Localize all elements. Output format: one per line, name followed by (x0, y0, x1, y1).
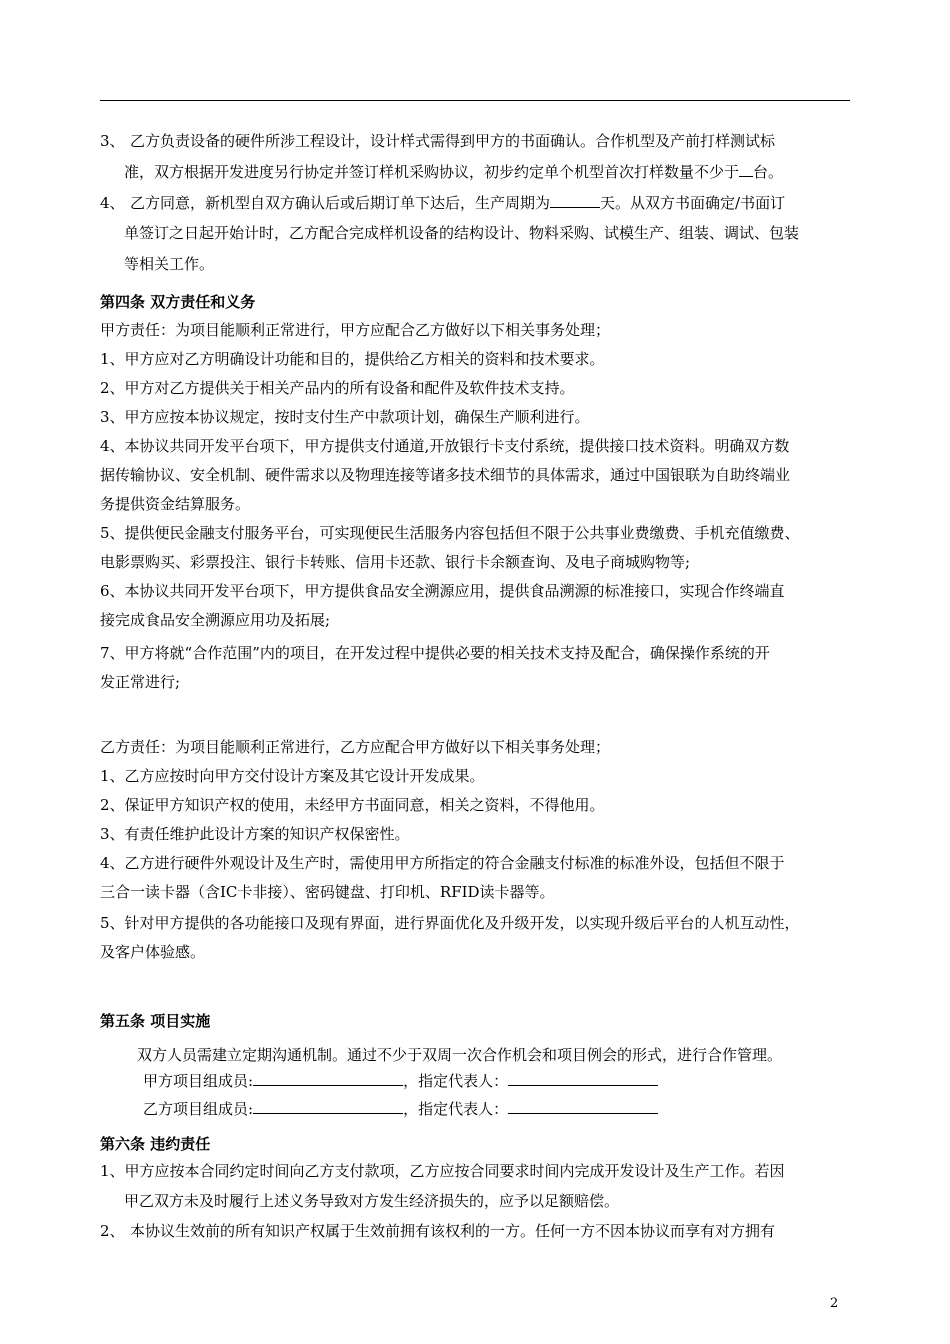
clause3-line2 (124, 162, 783, 182)
party-b-line-1: 1、乙方应按时向甲方交付设计方案及其它设计开发成果。 (100, 767, 485, 785)
party-b-line-7: 及客户体验感。 (100, 943, 206, 961)
clause4-line2: 单签订之日起开始计时，乙方配合完成样机设备的结构设计、物料采购、试模生产、组装、调试、包装 (124, 224, 800, 242)
clause3-text2b: 台。 (753, 163, 784, 181)
party-a-rep-blank (508, 1071, 658, 1086)
party-a-line-12: 发正常进行; (100, 673, 181, 691)
party-b-line-5: 三合一读卡器（含IC卡非接）、密码键盘、打印机、RFID读卡器等。 (100, 883, 555, 901)
party-a-line-4: 4、本协议共同开发平台项下，甲方提供支付通道,开放银行卡支付系统，提供接口技术资料。明确双方数 (100, 437, 790, 455)
party-b-members-blank (253, 1099, 403, 1114)
article6-number-2: 2、 (100, 1222, 125, 1240)
clause4-line3: 等相关工作。 (124, 255, 215, 273)
party-a-line-1: 1、甲方应对乙方明确设计功能和目的，提供给乙方相关的资料和技术要求。 (100, 350, 605, 368)
party-a-line-7: 5、提供便民金融支付服务平台，可实现便民生活服务内容包括但不限于公共事业费缴费、手机充值缴费、 (100, 524, 800, 542)
clause4-text1a: 乙方同意，新机型自双方确认后或后期订单下达后，生产周期为 (130, 194, 551, 212)
party-a-line-6: 务提供资金结算服务。 (100, 495, 251, 513)
party-a-members-label: 甲方项目组成员: (143, 1072, 254, 1090)
party-b-members-row (143, 1099, 658, 1119)
article5-body: 双方人员需建立定期沟通机制。通过不少于双周一次合作机会和项目例会的形式，进行合作管理。 (137, 1046, 783, 1064)
article5-heading: 第五条 项目实施 (100, 1012, 211, 1030)
party-b-intro: 乙方责任：为项目能顺利正常进行，乙方应配合甲方做好以下相关事务处理； (100, 738, 611, 756)
party-a-line-10: 接完成食品安全溯源应用功及拓展; (100, 611, 331, 629)
header-rule (100, 100, 850, 101)
clause3-text2a: 准，双方根据开发进度另行协定并签订样机采购协议，初步约定单个机型首次打样数量不少于 (124, 163, 740, 181)
article6-line-2: 甲乙双方未及时履行上述义务导致对方发生经济损失的，应予以足额赔偿。 (124, 1192, 620, 1210)
party-a-line-11: 7、甲方将就“合作范围”内的项目，在开发过程中提供必要的相关技术支持及配合，确保操作系统的开 (100, 644, 770, 662)
party-a-members-row (143, 1071, 658, 1091)
clause3-text1: 乙方负责设备的硬件所涉工程设计，设计样式需得到甲方的书面确认。合作机型及产前打样测试标 (130, 132, 776, 150)
party-b-line-6: 5、针对甲方提供的各功能接口及现有界面，进行界面优化及升级开发，以实现升级后平台的人机互动性， (100, 914, 800, 932)
party-b-line-2: 2、保证甲方知识产权的使用，未经甲方书面同意，相关之资料，不得他用。 (100, 796, 605, 814)
clause4-line1 (100, 193, 785, 213)
article6-line-3 (100, 1221, 775, 1241)
clause4-number: 4、 (100, 194, 125, 212)
article6-text3: 本协议生效前的所有知识产权属于生效前拥有该权利的一方。任何一方不因本协议而享有对方拥有 (130, 1222, 776, 1240)
party-a-rep-label: ，指定代表人： (403, 1072, 509, 1090)
party-b-line-4: 4、乙方进行硬件外观设计及生产时，需使用甲方所指定的符合金融支付标准的标准外设，包括但不限于 (100, 854, 785, 872)
clause3-line1 (100, 131, 775, 151)
party-a-line-5: 据传输协议、安全机制、硬件需求以及物理连接等诸多技术细节的具体需求，通过中国银联为自助终端业 (100, 466, 791, 484)
party-b-rep-label: ，指定代表人： (403, 1100, 509, 1118)
clause4-text1b: 天。从双方书面确定/书面订 (600, 194, 786, 212)
party-b-rep-blank (508, 1099, 658, 1114)
sample-qty-blank (739, 162, 753, 177)
party-a-line-3: 3、甲方应按本协议规定，按时支付生产中款项计划，确保生产顺利进行。 (100, 408, 590, 426)
production-days-blank (550, 193, 600, 208)
article6-heading: 第六条 违约责任 (100, 1135, 211, 1153)
party-b-members-label: 乙方项目组成员: (143, 1100, 254, 1118)
article4-heading: 第四条 双方责任和义务 (100, 293, 256, 311)
party-b-line-3: 3、有责任维护此设计方案的知识产权保密性。 (100, 825, 410, 843)
party-a-line-9: 6、本协议共同开发平台项下，甲方提供食品安全溯源应用，提供食品溯源的标准接口，实现合作终端直 (100, 582, 785, 600)
clause3-number: 3、 (100, 132, 125, 150)
party-a-members-blank (253, 1071, 403, 1086)
article6-line-1: 1、甲方应按本合同约定时间向乙方支付款项，乙方应按合同要求时间内完成开发设计及生产工作。若因 (100, 1162, 785, 1180)
party-a-line-2: 2、甲方对乙方提供关于相关产品内的所有设备和配件及软件技术支持。 (100, 379, 575, 397)
page-number: 2 (830, 1296, 839, 1311)
party-a-line-8: 电影票购买、彩票投注、银行卡转账、信用卡还款、银行卡余额查询、及电子商城购物等; (100, 553, 691, 571)
party-a-intro: 甲方责任：为项目能顺利正常进行，甲方应配合乙方做好以下相关事务处理； (100, 321, 611, 339)
